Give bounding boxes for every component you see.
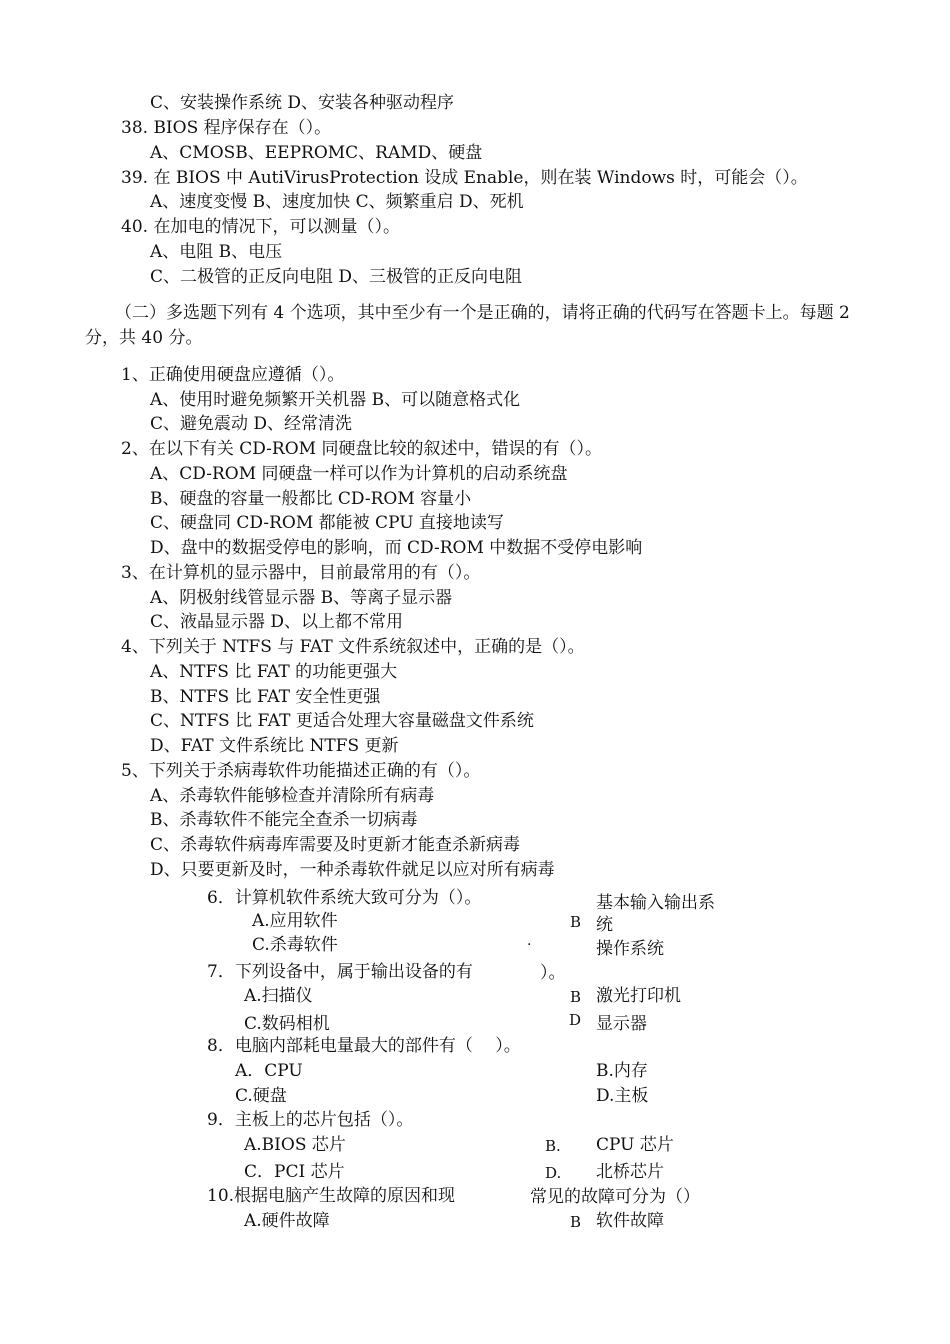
q40-options-cd: C、二极管的正反向电阻 D、三极管的正反向电阻 [150, 267, 523, 287]
m6-stem: 6．计算机软件系统大致可分为（）。 [207, 888, 482, 908]
q39-stem: 39. 在 BIOS 中 AutiVirusProtection 设成 Enable，则在装 Windows 时，可能会（）。 [121, 168, 808, 188]
q40-options-ab: A、电阻 B、电压 [150, 242, 283, 262]
m2-stem: 2、在以下有关 CD-ROM 同硬盘比较的叙述中，错误的有（）。 [121, 439, 602, 459]
m7-stem-tail: ）。 [540, 963, 566, 983]
m6-option-b-line2: 统 [596, 915, 613, 935]
m9-option-d: 北桥芯片 [596, 1162, 664, 1182]
m9-option-b-mark: B. [545, 1137, 561, 1155]
m6-option-b-mark: B [570, 913, 582, 931]
m3-options-cd: C、液晶显示器 D、以上都不常用 [150, 612, 404, 632]
m5-option-c: C、杀毒软件病毒库需要及时更新才能查杀新病毒 [150, 835, 521, 855]
m10-stem: 10.根据电脑产生故障的原因和现 [207, 1186, 456, 1206]
m8-option-d: D.主板 [596, 1086, 649, 1106]
m6-option-a: A.应用软件 [252, 911, 338, 931]
m1-stem: 1、正确使用硬盘应遵循（）。 [121, 365, 345, 385]
m9-option-c: C．PCI 芯片 [244, 1162, 345, 1182]
m7-option-c: C.数码相机 [244, 1014, 330, 1034]
m7-option-b-mark: B [570, 988, 582, 1006]
m7-stem: 7．下列设备中，属于输出设备的有 [207, 962, 473, 982]
m10-stem-tail: 常见的故障可分为（） [530, 1187, 700, 1207]
m6-option-d-mark: · [527, 937, 532, 953]
m5-stem: 5、下列关于杀病毒软件功能描述正确的有（）。 [121, 761, 481, 781]
q37-options-cd: C、安装操作系统 D、安装各种驱动程序 [150, 93, 455, 113]
m10-option-b: 软件故障 [596, 1211, 664, 1231]
m4-option-b: B、NTFS 比 FAT 安全性更强 [150, 687, 381, 707]
m5-option-d: D、只要更新及时，一种杀毒软件就足以应对所有病毒 [150, 860, 555, 880]
m7-option-d-mark: D [569, 1011, 582, 1029]
m5-option-a: A、杀毒软件能够检查并清除所有病毒 [150, 786, 435, 806]
m9-option-d-mark: D. [545, 1164, 562, 1182]
q38-stem: 38. BIOS 程序保存在（）。 [121, 118, 332, 138]
m3-stem: 3、在计算机的显示器中，目前最常用的有（）。 [121, 563, 481, 583]
m2-option-d: D、盘中的数据受停电的影响，而 CD-ROM 中数据不受停电影响 [150, 538, 643, 558]
m9-option-a: A.BIOS 芯片 [244, 1135, 346, 1155]
m10-option-b-mark: B [570, 1213, 582, 1231]
m1-options-cd: C、避免震动 D、经常清洗 [150, 414, 353, 434]
m7-option-a: A.扫描仪 [244, 986, 313, 1006]
m4-option-d: D、FAT 文件系统比 NTFS 更新 [150, 736, 399, 756]
m7-option-d: 显示器 [596, 1014, 647, 1034]
m2-option-b: B、硬盘的容量一般都比 CD-ROM 容量小 [150, 489, 472, 509]
m2-option-c: C、硬盘同 CD-ROM 都能被 CPU 直接地读写 [150, 513, 504, 533]
m8-option-c: C.硬盘 [235, 1086, 287, 1106]
q40-stem: 40. 在加电的情况下，可以测量（）。 [121, 217, 400, 237]
m8-option-b: B.内存 [596, 1061, 648, 1081]
m5-option-b: B、杀毒软件不能完全查杀一切病毒 [150, 810, 418, 830]
q38-options: A、CMOSB、EEPROMC、RAMD、硬盘 [150, 143, 483, 163]
m9-stem: 9．主板上的芯片包括（）。 [207, 1110, 414, 1130]
m9-option-b: CPU 芯片 [596, 1135, 674, 1155]
m3-options-ab: A、阴极射线管显示器 B、等离子显示器 [150, 588, 453, 608]
m6-option-c: C.杀毒软件 [252, 935, 338, 955]
m8-stem: 8．电脑内部耗电量最大的部件有（ ）。 [207, 1036, 521, 1056]
m7-option-b: 激光打印机 [596, 986, 681, 1006]
m2-option-a: A、CD-ROM 同硬盘一样可以作为计算机的启动系统盘 [150, 464, 568, 484]
m4-option-c: C、NTFS 比 FAT 更适合处理大容量磁盘文件系统 [150, 711, 534, 731]
q39-options: A、速度变慢 B、速度加快 C、频繁重启 D、死机 [150, 192, 524, 212]
m8-option-a: A．CPU [235, 1061, 303, 1081]
m10-option-a: A.硬件故障 [244, 1211, 330, 1231]
m4-stem: 4、下列关于 NTFS 与 FAT 文件系统叙述中，正确的是（）。 [121, 637, 585, 657]
m6-option-b-line1: 基本输入输出系 [596, 893, 715, 913]
section-intro: （二）多选题下列有 4 个选项，其中至少有一个是正确的，请将正确的代码写在答题卡上。每题 2 分，共 40 分。 [85, 303, 850, 348]
m6-option-d: 操作系统 [596, 939, 664, 959]
m1-options-ab: A、使用时避免频繁开关机器 B、可以随意格式化 [150, 390, 521, 410]
m4-option-a: A、NTFS 比 FAT 的功能更强大 [150, 662, 398, 682]
